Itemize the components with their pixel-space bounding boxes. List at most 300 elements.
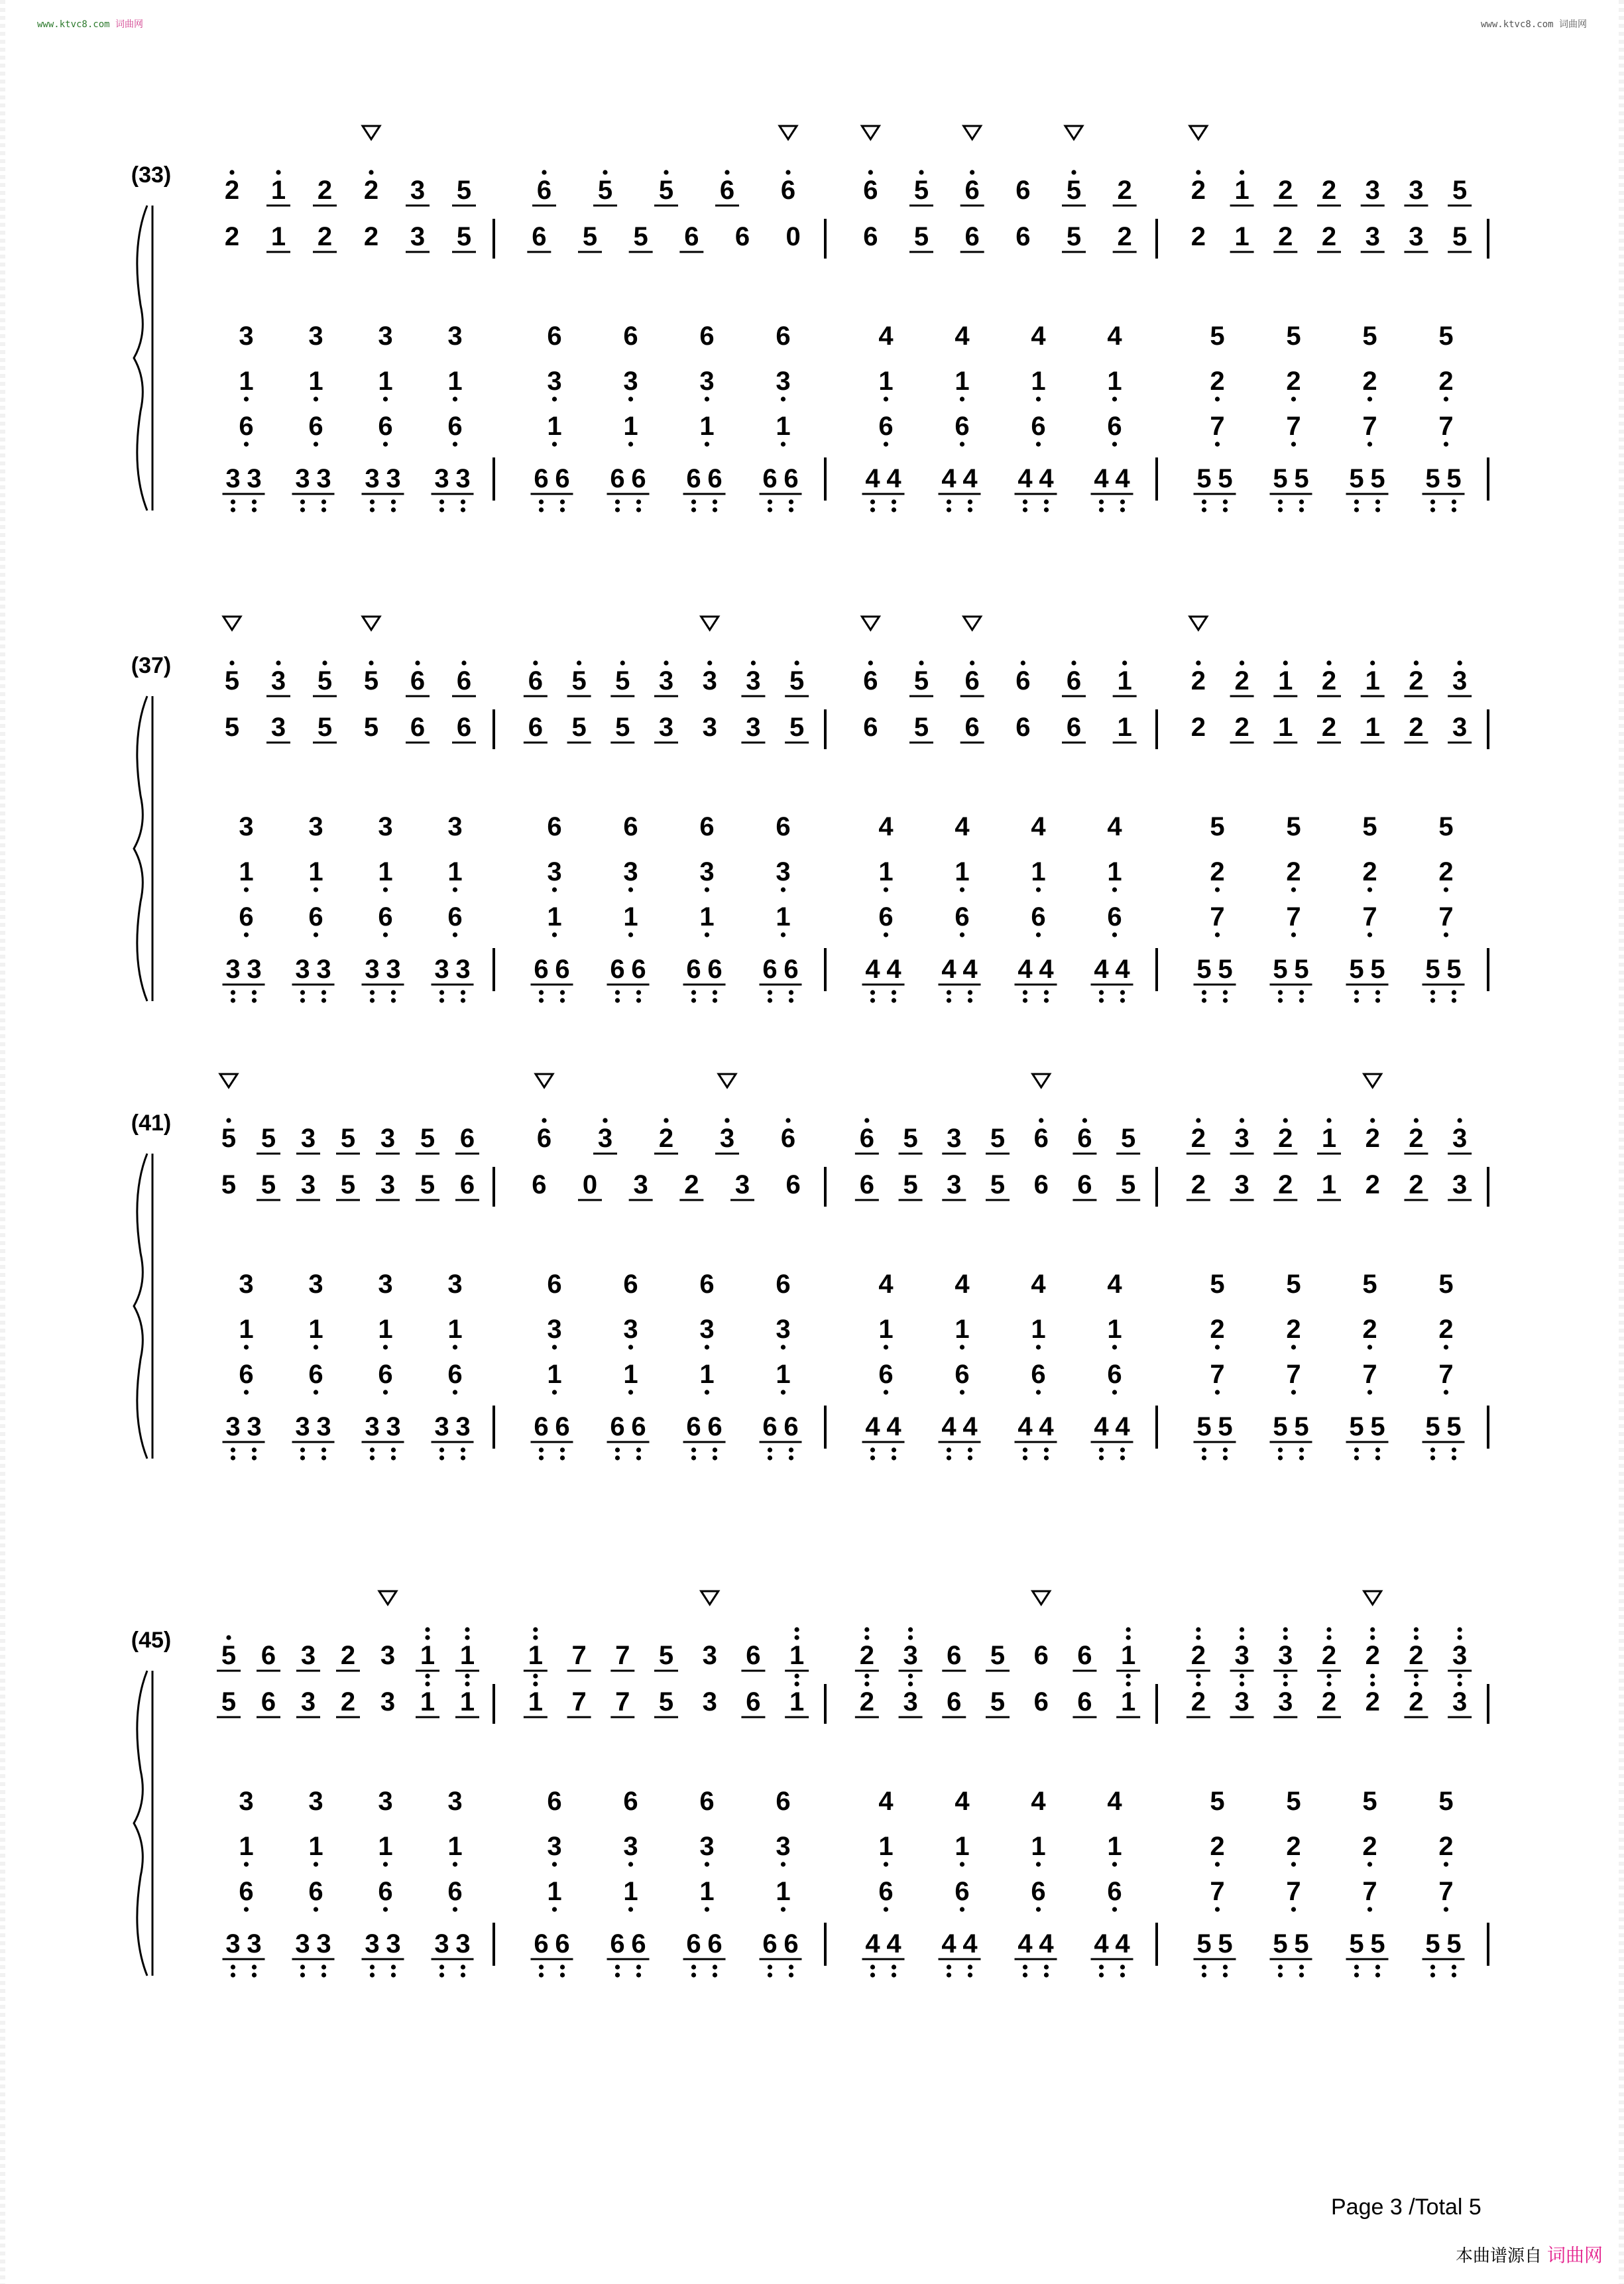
- chord-note-low: 1: [776, 1877, 791, 1906]
- low-octave-dot: [1120, 1455, 1125, 1460]
- low-octave-dot: [789, 1447, 793, 1452]
- low-octave-dot: [1215, 396, 1220, 401]
- low-octave-dot: [768, 990, 772, 994]
- melody-note: 2: [1190, 1687, 1206, 1716]
- accent-dot: [725, 1118, 729, 1122]
- low-octave-dot: [1375, 990, 1380, 994]
- melody-note-upper: 5: [597, 176, 613, 205]
- accent-dot: [229, 170, 234, 174]
- melody-note: 6: [734, 222, 750, 251]
- chord-note-top: 6: [623, 322, 638, 351]
- melody-note: 2: [1278, 1170, 1293, 1199]
- chord-note-top: 5: [1362, 322, 1377, 351]
- chord-note-mid: 2: [1438, 1315, 1454, 1344]
- melody-note-upper: 3: [702, 1641, 717, 1670]
- low-octave-dot: [705, 932, 709, 937]
- low-octave-dot: [252, 1455, 257, 1460]
- low-octave-dot: [391, 507, 396, 512]
- low-octave-dot: [1023, 998, 1027, 1002]
- accent-dot: [1326, 660, 1331, 665]
- chord-note-low: 1: [547, 1877, 562, 1906]
- chord-note-mid: 3: [547, 1315, 562, 1344]
- low-octave-dot: [1367, 1345, 1372, 1349]
- low-octave-dot: [231, 1964, 235, 1969]
- low-octave-dot: [244, 442, 249, 446]
- chord-note-top: 3: [239, 1270, 254, 1299]
- low-octave-dot: [1278, 1964, 1283, 1969]
- low-octave-dot: [1223, 1447, 1228, 1452]
- chord-note-low: 6: [1031, 902, 1046, 932]
- melody-note: 3: [1234, 1170, 1249, 1199]
- bass-note: 3: [386, 955, 401, 984]
- chord-note-low: 6: [1107, 1360, 1122, 1389]
- low-octave-dot: [1023, 1455, 1027, 1460]
- melody-note-upper: 3: [1452, 1641, 1468, 1670]
- octave-dot-high: [1283, 1673, 1288, 1678]
- low-octave-dot: [691, 1972, 696, 1977]
- bass-note: 4: [1039, 464, 1054, 493]
- low-octave-dot: [1444, 887, 1448, 892]
- low-octave-dot: [560, 1964, 565, 1969]
- chord-note-mid: 3: [776, 367, 791, 396]
- chord-note-mid: 3: [623, 857, 638, 886]
- bass-note: 4: [1115, 955, 1130, 984]
- octave-dot-high: [864, 1627, 869, 1632]
- chord-note-top: 4: [1031, 1787, 1046, 1816]
- low-octave-dot: [461, 1455, 465, 1460]
- melody-note-upper: 6: [746, 1641, 761, 1670]
- low-octave-dot: [615, 990, 620, 994]
- low-octave-dot: [383, 1345, 388, 1349]
- octave-dot-high: [1370, 1118, 1375, 1122]
- chord-note-mid: 2: [1210, 1832, 1225, 1861]
- low-octave-dot: [892, 499, 896, 504]
- melody-note: 2: [1409, 713, 1424, 742]
- low-octave-dot: [321, 1455, 326, 1460]
- melody-note: 0: [785, 222, 801, 251]
- melody-note-upper: 6: [964, 176, 980, 205]
- bass-note: 4: [941, 1412, 957, 1441]
- chord-note-low: 7: [1362, 412, 1377, 441]
- low-octave-dot: [1354, 1972, 1359, 1977]
- bass-note: 3: [225, 1929, 241, 1958]
- melody-note-upper: 3: [1365, 176, 1380, 205]
- chord-note-top: 3: [447, 812, 463, 841]
- low-octave-dot: [1099, 998, 1104, 1002]
- low-octave-dot: [1023, 499, 1027, 504]
- melody-note: 2: [363, 222, 379, 251]
- accent-dot: [1039, 1118, 1043, 1122]
- low-octave-dot: [391, 499, 396, 504]
- low-octave-dot: [1223, 1964, 1228, 1969]
- low-octave-dot: [1291, 1907, 1296, 1911]
- bass-note: 6: [762, 1929, 778, 1958]
- chord-note-mid: 2: [1362, 857, 1377, 886]
- source-site: 词曲网: [1547, 2245, 1603, 2265]
- melody-note-upper: 6: [459, 1124, 475, 1153]
- octave-dot-high: [1370, 660, 1375, 665]
- melody-note: 5: [224, 713, 240, 742]
- low-octave-dot: [552, 442, 557, 446]
- low-octave-dot: [628, 396, 633, 401]
- melody-note-upper: 6: [1033, 1124, 1049, 1153]
- melody-note-upper: 6: [261, 1641, 276, 1670]
- low-octave-dot: [453, 932, 457, 937]
- low-octave-dot: [884, 442, 888, 446]
- melody-note-upper: 2: [1190, 1641, 1206, 1670]
- low-octave-dot: [1223, 507, 1228, 512]
- melody-note: 3: [746, 713, 761, 742]
- melody-note: 3: [702, 713, 717, 742]
- melody-note: 3: [702, 1687, 717, 1716]
- low-octave-dot: [244, 932, 249, 937]
- bass-note: 4: [886, 955, 901, 984]
- bass-note: 3: [434, 955, 449, 984]
- bass-note: 5: [1196, 1929, 1212, 1958]
- bass-note: 4: [1094, 464, 1109, 493]
- accent-dot: [664, 170, 668, 174]
- chord-note-low: 7: [1362, 1877, 1377, 1906]
- bass-note: 5: [1218, 1929, 1233, 1958]
- measure-number: (41): [131, 1111, 172, 1136]
- low-octave-dot: [870, 507, 875, 512]
- chord-note-mid: 3: [776, 1832, 791, 1861]
- chord-note-top: 3: [308, 322, 323, 351]
- low-octave-dot: [1112, 1390, 1117, 1394]
- low-octave-dot: [781, 442, 785, 446]
- chord-note-mid: 1: [1107, 1832, 1122, 1861]
- melody-note-upper: 5: [658, 1641, 674, 1670]
- melody-note-upper: 5: [1066, 176, 1082, 205]
- melody-note: 6: [859, 1170, 874, 1199]
- low-octave-dot: [947, 1972, 951, 1977]
- chord-note-mid: 1: [239, 1315, 254, 1344]
- melody-note-upper: 2: [1321, 176, 1337, 205]
- bass-note: 6: [707, 1929, 723, 1958]
- melody-note-upper: 1: [789, 1641, 805, 1670]
- chord-note-top: 4: [1107, 1787, 1122, 1816]
- low-octave-dot: [1367, 887, 1372, 892]
- low-octave-dot: [1375, 1447, 1380, 1452]
- chord-note-top: 6: [776, 322, 791, 351]
- low-octave-dot: [789, 499, 793, 504]
- melody-note: 3: [1452, 1687, 1468, 1716]
- melody-note: 3: [1409, 222, 1424, 251]
- bass-note: 5: [1446, 955, 1462, 984]
- low-octave-dot: [960, 1390, 964, 1394]
- melody-note-upper: 5: [221, 1124, 237, 1153]
- low-octave-dot: [628, 442, 633, 446]
- chord-note-top: 3: [378, 322, 393, 351]
- low-octave-dot: [321, 990, 326, 994]
- octave-dot-high: [1326, 1635, 1331, 1640]
- chord-note-low: 6: [239, 1877, 254, 1906]
- melody-note: 6: [1015, 713, 1031, 742]
- melody-note-upper: 2: [1278, 1124, 1293, 1153]
- chord-note-low: 1: [699, 902, 715, 932]
- low-octave-dot: [1120, 1964, 1125, 1969]
- accent-dot: [620, 660, 625, 665]
- chord-note-low: 6: [239, 902, 254, 932]
- low-octave-dot: [300, 1447, 305, 1452]
- melody-note: 6: [261, 1687, 276, 1716]
- octave-dot-high: [908, 1627, 913, 1632]
- melody-note-upper: 5: [261, 1124, 276, 1153]
- bass-note: 5: [1273, 464, 1288, 493]
- accent-dot: [919, 170, 923, 174]
- chord-note-low: 6: [378, 1877, 393, 1906]
- octave-dot-high: [1240, 1635, 1244, 1640]
- accent-dot: [725, 170, 729, 174]
- low-octave-dot: [1036, 1345, 1041, 1349]
- low-octave-dot: [321, 1447, 326, 1452]
- octave-dot-high: [908, 1635, 913, 1640]
- chord-note-top: 4: [955, 322, 970, 351]
- chord-note-top: 3: [239, 322, 254, 351]
- accent-dot: [276, 660, 280, 665]
- melody-note-upper: 3: [1452, 666, 1468, 695]
- melody-note-upper: 1: [459, 1641, 475, 1670]
- chord-note-top: 6: [547, 812, 562, 841]
- melody-note: 2: [1190, 713, 1206, 742]
- chord-note-top: 3: [308, 1787, 323, 1816]
- accent-dot: [1021, 660, 1025, 665]
- bass-note: 6: [783, 1412, 799, 1441]
- melody-note: 6: [410, 713, 426, 742]
- chord-note-mid: 3: [547, 367, 562, 396]
- melody-note: 2: [1117, 222, 1132, 251]
- low-octave-dot: [1223, 499, 1228, 504]
- low-octave-dot: [1367, 442, 1372, 446]
- octave-dot-high: [864, 1673, 869, 1678]
- low-octave-dot: [1299, 507, 1304, 512]
- chord-note-mid: 2: [1210, 1315, 1225, 1344]
- octave-dot-high: [276, 170, 280, 174]
- chord-note-mid: 1: [378, 1832, 393, 1861]
- melody-note: 5: [456, 222, 472, 251]
- breath-mark-icon: [719, 1074, 736, 1087]
- bass-note: 4: [886, 464, 901, 493]
- low-octave-dot: [1036, 396, 1041, 401]
- octave-dot-high: [425, 1681, 430, 1686]
- bass-note: 6: [707, 464, 723, 493]
- melody-note-upper: 1: [420, 1641, 435, 1670]
- low-octave-dot: [884, 1907, 888, 1911]
- chord-note-top: 3: [378, 1787, 393, 1816]
- low-octave-dot: [691, 990, 696, 994]
- low-octave-dot: [947, 990, 951, 994]
- melody-note-upper: 2: [1365, 1124, 1380, 1153]
- chord-note-low: 1: [699, 1877, 715, 1906]
- melody-note: 5: [261, 1170, 276, 1199]
- low-octave-dot: [300, 499, 305, 504]
- chord-note-mid: 2: [1286, 1832, 1301, 1861]
- chord-note-mid: 3: [623, 1315, 638, 1344]
- chord-note-mid: 3: [699, 1315, 715, 1344]
- low-octave-dot: [1430, 998, 1435, 1002]
- bass-note: 4: [1017, 955, 1033, 984]
- low-octave-dot: [1044, 990, 1049, 994]
- low-octave-dot: [370, 1972, 375, 1977]
- chord-note-mid: 2: [1438, 857, 1454, 886]
- low-octave-dot: [1278, 990, 1283, 994]
- bass-note: 3: [365, 955, 380, 984]
- melody-note: 3: [1278, 1687, 1293, 1716]
- chord-note-low: 6: [878, 412, 894, 441]
- low-octave-dot: [552, 1390, 557, 1394]
- low-octave-dot: [1099, 1455, 1104, 1460]
- low-octave-dot: [552, 887, 557, 892]
- low-octave-dot: [1044, 1964, 1049, 1969]
- melody-note: 5: [1066, 222, 1082, 251]
- chord-note-mid: 1: [1031, 1832, 1046, 1861]
- low-octave-dot: [615, 1964, 620, 1969]
- bass-note: 4: [886, 1412, 901, 1441]
- low-octave-dot: [539, 1964, 544, 1969]
- low-octave-dot: [1291, 932, 1296, 937]
- octave-dot-high: [1126, 1627, 1131, 1632]
- breath-mark-icon: [964, 617, 981, 630]
- low-octave-dot: [383, 1862, 388, 1866]
- octave-dot-high: [1370, 1635, 1375, 1640]
- melody-note: 1: [1321, 1170, 1337, 1199]
- chord-note-mid: 1: [308, 1315, 323, 1344]
- melody-note-upper: 2: [1409, 1124, 1424, 1153]
- low-octave-dot: [1278, 1447, 1283, 1452]
- chord-note-mid: 3: [776, 857, 791, 886]
- melody-note-upper: 6: [1066, 666, 1082, 695]
- bass-note: 5: [1349, 955, 1364, 984]
- chord-note-top: 5: [1438, 812, 1454, 841]
- bass-note: 3: [295, 464, 310, 493]
- chord-note-low: 6: [1031, 1360, 1046, 1389]
- chord-note-mid: 1: [955, 367, 970, 396]
- low-octave-dot: [1375, 1455, 1380, 1460]
- melody-note: 7: [615, 1687, 630, 1716]
- low-octave-dot: [789, 1455, 793, 1460]
- low-octave-dot: [560, 499, 565, 504]
- melody-note-upper: 3: [702, 666, 717, 695]
- low-octave-dot: [391, 1455, 396, 1460]
- low-octave-dot: [1354, 990, 1359, 994]
- chord-note-top: 4: [1107, 322, 1122, 351]
- low-octave-dot: [636, 499, 641, 504]
- low-octave-dot: [789, 990, 793, 994]
- melody-note: 5: [913, 222, 929, 251]
- bass-note: 6: [631, 1929, 646, 1958]
- chord-note-mid: 1: [447, 1315, 463, 1344]
- low-octave-dot: [1299, 998, 1304, 1002]
- chord-note-top: 5: [1210, 812, 1225, 841]
- low-octave-dot: [461, 998, 465, 1002]
- low-octave-dot: [321, 998, 326, 1002]
- bass-note: 4: [941, 464, 957, 493]
- low-octave-dot: [1299, 1964, 1304, 1969]
- octave-dot-high: [465, 1681, 469, 1686]
- chord-note-top: 4: [878, 1270, 894, 1299]
- chord-note-low: 7: [1210, 1360, 1225, 1389]
- chord-note-low: 7: [1438, 1360, 1454, 1389]
- low-octave-dot: [439, 1447, 444, 1452]
- bass-note: 3: [455, 955, 471, 984]
- low-octave-dot: [453, 1345, 457, 1349]
- accent-dot: [1196, 170, 1200, 174]
- melody-note-upper: 6: [536, 1124, 552, 1153]
- low-octave-dot: [968, 1447, 972, 1452]
- low-octave-dot: [1430, 1972, 1435, 1977]
- accent-dot: [707, 660, 712, 665]
- low-octave-dot: [1375, 998, 1380, 1002]
- melody-note-upper: 2: [1321, 1641, 1337, 1670]
- bass-note: 3: [365, 1929, 380, 1958]
- low-octave-dot: [244, 1345, 249, 1349]
- low-octave-dot: [960, 887, 964, 892]
- low-octave-dot: [713, 1455, 717, 1460]
- accent-dot: [868, 170, 873, 174]
- melody-note-upper: 2: [1190, 176, 1206, 205]
- bass-note: 4: [1115, 1929, 1130, 1958]
- melody-note: 0: [582, 1170, 598, 1199]
- low-octave-dot: [300, 1455, 305, 1460]
- low-octave-dot: [628, 1907, 633, 1911]
- low-octave-dot: [768, 998, 772, 1002]
- chord-note-top: 5: [1286, 322, 1301, 351]
- melody-note-upper: 3: [1278, 1641, 1293, 1670]
- chord-note-top: 5: [1362, 812, 1377, 841]
- low-octave-dot: [1444, 442, 1448, 446]
- bass-note: 4: [865, 955, 880, 984]
- octave-dot-high: [1240, 1118, 1244, 1122]
- low-octave-dot: [884, 887, 888, 892]
- melody-note: 2: [1234, 713, 1249, 742]
- low-octave-dot: [314, 1390, 318, 1394]
- low-octave-dot: [1120, 507, 1125, 512]
- low-octave-dot: [960, 1345, 964, 1349]
- octave-dot-high: [864, 1635, 869, 1640]
- low-octave-dot: [391, 998, 396, 1002]
- chord-note-low: 7: [1362, 902, 1377, 932]
- header-left-name: 词曲网: [115, 19, 144, 30]
- low-octave-dot: [968, 1964, 972, 1969]
- melody-note-upper: 5: [903, 1124, 918, 1153]
- octave-dot-high: [1326, 1673, 1331, 1678]
- breath-mark-icon: [363, 617, 380, 630]
- melody-note-upper: 6: [528, 666, 543, 695]
- melody-note-upper: 3: [1452, 1124, 1468, 1153]
- accent-dot: [322, 660, 327, 665]
- melody-note-upper: 1: [1365, 666, 1380, 695]
- chord-note-low: 6: [239, 412, 254, 441]
- chord-note-top: 3: [378, 1270, 393, 1299]
- melody-note: 3: [300, 1170, 316, 1199]
- chord-note-low: 6: [308, 412, 323, 441]
- breath-mark-icon: [1364, 1591, 1381, 1604]
- chord-note-low: 7: [1286, 1877, 1301, 1906]
- melody-note-upper: 5: [990, 1124, 1006, 1153]
- low-octave-dot: [1444, 1345, 1448, 1349]
- bass-note: 4: [1094, 1412, 1109, 1441]
- octave-dot-high: [795, 1627, 799, 1632]
- melody-note-upper: 6: [863, 666, 878, 695]
- low-octave-dot: [231, 499, 235, 504]
- octave-dot-high: [533, 1635, 538, 1640]
- chord-note-low: 1: [699, 412, 715, 441]
- low-octave-dot: [1444, 1390, 1448, 1394]
- melody-note: 2: [1321, 222, 1337, 251]
- low-octave-dot: [947, 499, 951, 504]
- melody-note: 3: [380, 1687, 396, 1716]
- bass-note: 5: [1349, 1929, 1364, 1958]
